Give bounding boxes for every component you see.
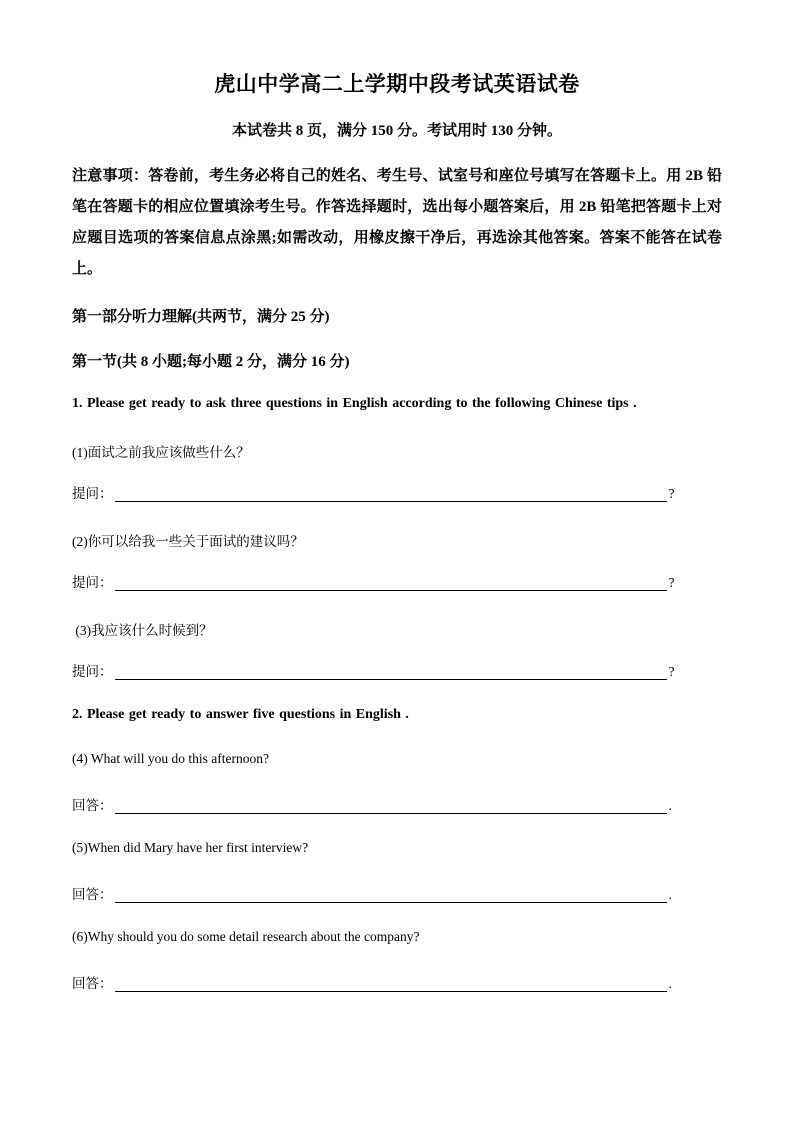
question2-answer-row-6	[72, 972, 682, 992]
answer-blank[interactable]	[115, 485, 667, 502]
question1-tip-3: (3)我应该什么时候到？	[72, 623, 213, 638]
question2-answer-row-4	[72, 794, 682, 814]
answer-end-mark: .	[668, 798, 672, 813]
answer-end-mark: .	[668, 887, 672, 902]
exam-subtitle: 本试卷共 8 页，满分 150 分。考试用时 130 分钟。	[231, 123, 562, 139]
question1-heading: 1. Please get ready to ask three questions in English according to the following Chinese tips .	[72, 396, 637, 411]
question2-prompt-4: (4) What will you do this afternoon?	[72, 751, 269, 766]
exam-title: 虎山中学高二上学期中段考试英语试卷	[214, 72, 580, 96]
answer-label: 提问：	[72, 664, 113, 679]
question1-answer-row-1	[72, 482, 682, 502]
question1-tip-2: (2)你可以给我一些关于面试的建议吗？	[72, 534, 304, 549]
question1-answer-row-2	[72, 571, 682, 591]
answer-blank[interactable]	[115, 886, 667, 903]
answer-end-mark: ?	[668, 575, 675, 590]
answer-label: 回答：	[72, 798, 113, 813]
answer-end-mark: ?	[668, 486, 675, 501]
answer-blank[interactable]	[115, 574, 667, 591]
answer-end-mark: ?	[668, 664, 675, 679]
answer-blank[interactable]	[115, 797, 667, 814]
part1-heading: 第一部分听力理解(共两节，满分 25 分)	[72, 309, 330, 325]
answer-end-mark: .	[668, 976, 672, 991]
answer-blank[interactable]	[115, 663, 667, 680]
question2-heading: 2. Please get ready to answer five questions in English .	[72, 707, 409, 722]
question2-prompt-5: (5)When did Mary have her first interview?	[72, 840, 309, 855]
question1-answer-row-3	[72, 660, 682, 680]
exam-notice: 注意事项：答卷前，考生务必将自己的姓名、考生号、试室号和座位号填写在答题卡上。用 2B 铅笔在答题卡的相应位置填涂考生号。作答选择题时，选出每小题答案后，用 2B 铅笔把答题卡上对应题目选项的答案信息点涂黑;如需改动，用橡皮擦干净后，再选涂其他答案。答案不能答在试卷上。	[72, 168, 722, 277]
question2-answer-row-5	[72, 883, 682, 903]
question2-prompt-6: (6)Why should you do some detail research about the company?	[72, 929, 420, 944]
answer-blank[interactable]	[115, 975, 667, 992]
answer-label: 提问：	[72, 575, 113, 590]
question1-tip-1: (1)面试之前我应该做些什么？	[72, 445, 250, 460]
answer-label: 提问：	[72, 486, 113, 501]
section1-heading: 第一节(共 8 小题;每小题 2 分，满分 16 分)	[72, 354, 350, 370]
answer-label: 回答：	[72, 976, 113, 991]
answer-label: 回答：	[72, 887, 113, 902]
